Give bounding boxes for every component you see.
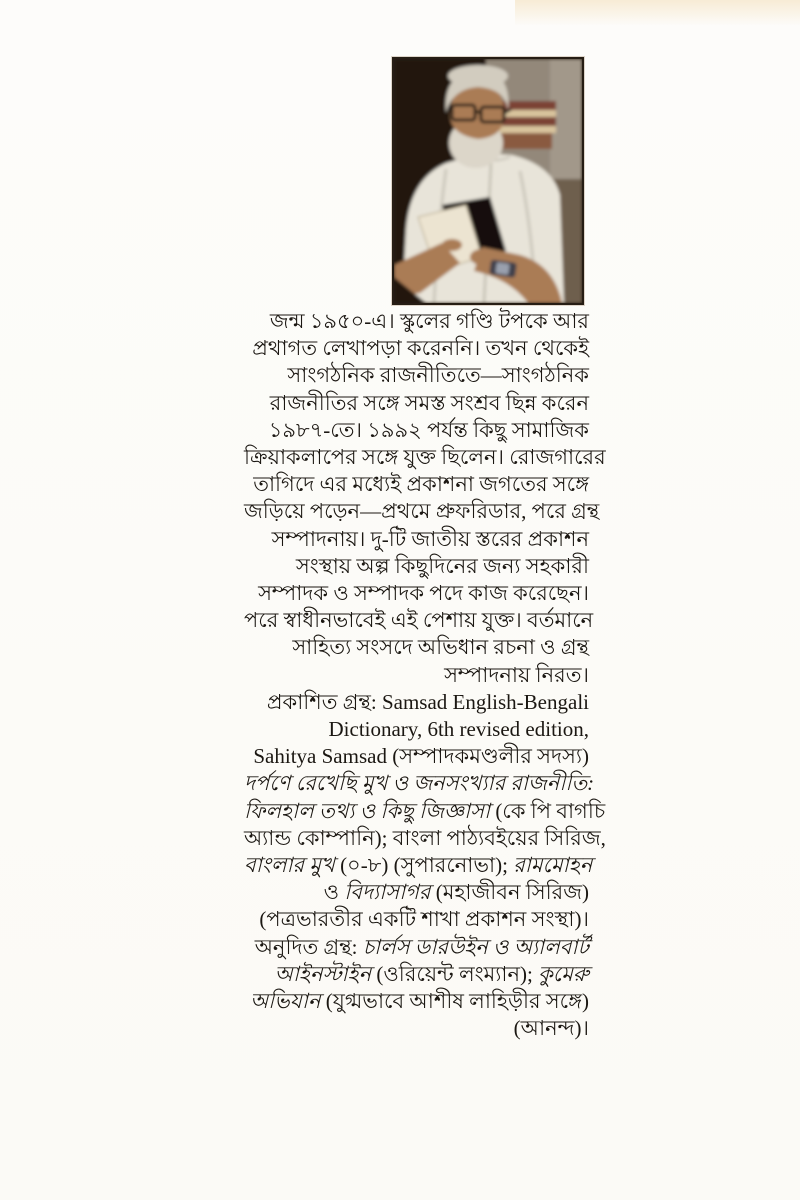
bio-line xyxy=(244,444,606,471)
text-segment: Dictionary, 6th revised edition, xyxy=(328,717,589,742)
text-segment: সাংগঠনিক রাজনীতিতে—সাংগঠনিক xyxy=(287,363,589,388)
text-segment: তাগিদে এর মধ্যেই প্রকাশনা জগতের সঙ্গে xyxy=(253,472,589,497)
bio-line xyxy=(244,553,589,580)
bio-line xyxy=(244,716,589,743)
bio-line xyxy=(244,335,589,362)
text-segment: Samsad English-Bengali xyxy=(381,689,589,714)
book-title-segment: আইনস্টাইন xyxy=(274,961,372,986)
bio-line xyxy=(244,390,589,417)
bio-line xyxy=(244,417,589,444)
text-segment: রাজনীতির সঙ্গে সমস্ত সংশ্রব ছিন্ন করেন xyxy=(269,390,589,415)
bio-line xyxy=(244,471,589,498)
bio-line xyxy=(244,879,589,906)
book-title-segment: অভিযান xyxy=(249,989,321,1014)
text-segment: সম্পাদনায় নিরত। xyxy=(444,662,589,687)
book-title-segment: বাংলার মুখ xyxy=(244,853,335,878)
text-segment: ১৯৮৭-তে। ১৯৯২ পর্যন্ত কিছু সামাজিক xyxy=(268,417,589,442)
bio-line xyxy=(244,362,589,389)
text-segment: (আনন্দ)। xyxy=(513,1016,589,1041)
text-segment: জন্ম ১৯৫০-এ। স্কুলের গণ্ডি টপকে আর xyxy=(269,309,589,333)
text-segment: (০-৮) (সুপারনোভা); xyxy=(334,853,514,878)
book-title-segment: বিদ্যাসাগর xyxy=(344,880,431,905)
text-segment: (যুগ্মভাবে আশীষ লাহিড়ীর সঙ্গে) xyxy=(320,989,589,1014)
bio-line xyxy=(244,934,589,961)
bio-line xyxy=(244,662,589,689)
text-segment: প্রথাগত লেখাপড়া করেননি। তখন থেকেই xyxy=(252,336,589,361)
bio-line xyxy=(244,988,589,1015)
bio-line xyxy=(244,580,589,607)
bio-line xyxy=(244,1015,589,1042)
book-title-segment: ফিলহাল তথ্য ও কিছু জিজ্ঞাসা xyxy=(244,798,491,823)
bio-line xyxy=(244,770,595,797)
bio-line xyxy=(244,825,606,852)
bio-text-block xyxy=(244,308,606,1042)
text-segment: সম্পাদক ও সম্পাদক পদে কাজ করেছেন। xyxy=(258,581,589,606)
text-segment: Sahitya Samsad xyxy=(253,744,387,769)
book-title-segment: চার্লস ডারউইন ও অ্যালবার্ট xyxy=(362,934,589,959)
author-photo xyxy=(392,57,584,305)
bio-line xyxy=(244,798,606,825)
text-segment: ও xyxy=(323,880,345,905)
bio-line xyxy=(244,961,589,988)
text-segment: সম্পাদনায়। দু-টি জাতীয় স্তরের প্রকাশন xyxy=(271,526,589,551)
text-segment: (পত্রভারতীর একটি শাখা প্রকাশন সংস্থা)। xyxy=(259,907,589,932)
bio-line xyxy=(244,607,594,634)
text-segment: (কে পি বাগচি xyxy=(490,798,606,823)
bio-line xyxy=(244,689,589,716)
text-segment: পরে স্বাধীনভাবেই এই পেশায় যুক্ত। বর্তমানে xyxy=(244,608,594,633)
bio-line xyxy=(244,526,589,553)
bio-line xyxy=(244,308,589,335)
text-segment: জড়িয়ে পড়েন—প্রথমে প্রুফরিডার, পরে গ্রন্থ xyxy=(244,499,600,524)
text-segment: ক্রিয়াকলাপের সঙ্গে যুক্ত ছিলেন। রোজগারের xyxy=(244,445,606,470)
bio-line xyxy=(244,498,600,525)
author-portrait-illustration xyxy=(394,59,582,303)
bio-line xyxy=(244,906,589,933)
bio-line xyxy=(244,634,589,661)
book-title-segment: কুমেরু xyxy=(538,961,589,986)
text-segment: অ্যান্ড কোম্পানি); বাংলা পাঠ্যবইয়ের সিরিজ, xyxy=(244,825,606,850)
text-segment: (সম্পাদকমণ্ডলীর সদস্য) xyxy=(386,744,589,769)
bio-line xyxy=(244,743,589,770)
text-segment: প্রকাশিত গ্রন্থ: xyxy=(266,689,382,714)
text-segment: অনুদিত গ্রন্থ: xyxy=(254,934,363,959)
bio-line xyxy=(244,852,593,879)
text-segment: সাহিত্য সংসদে অভিধান রচনা ও গ্রন্থ xyxy=(292,635,589,660)
book-title-segment: রামমোহন xyxy=(513,853,593,878)
text-segment: সংস্থায় অল্প কিছুদিনের জন্য সহকারী xyxy=(295,553,589,578)
scan-edge-tint xyxy=(515,0,800,26)
text-segment: (ওরিয়েন্ট লংম্যান); xyxy=(371,961,539,986)
book-title-segment: দর্পণে রেখেছি মুখ ও জনসংখ্যার রাজনীতি: xyxy=(244,771,595,796)
text-segment: (মহাজীবন সিরিজ) xyxy=(430,880,589,905)
